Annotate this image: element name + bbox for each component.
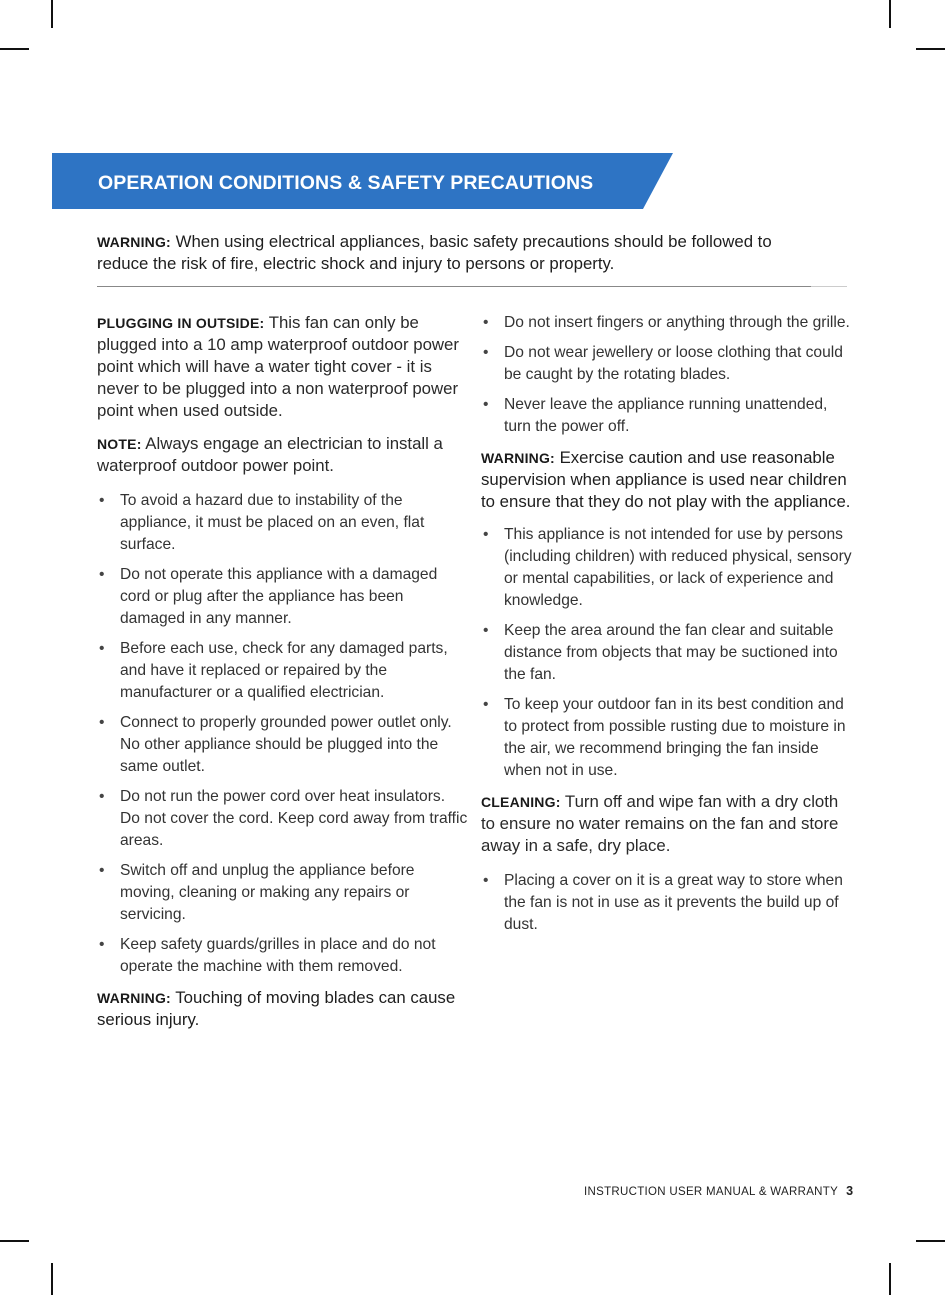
plugging-text: This fan can only be plugged into a 10 amp waterproof outdoor power point which will have a water tight cover - it is never to be plugged into a non waterproof power point when used outside. — [97, 313, 459, 420]
list-item: • Connect to properly grounded power outlet only. No other appliance should be plugged into the same outlet. — [99, 714, 452, 775]
note-label: NOTE: — [97, 436, 142, 452]
divider-rule-accent — [811, 286, 847, 287]
crop-mark-top-right-horizontal — [916, 48, 945, 50]
blades-warning-text: Touching of moving blades can cause serious injury. — [97, 988, 456, 1029]
list-item: • Placing a cover on it is a great way to store when the fan is not in use as it prevents the build up of dust. — [483, 872, 843, 933]
children-warning-text: Exercise caution and use reasonable supervision when appliance is used near children to ensure that they do not play with the appliance. — [481, 448, 851, 511]
list-item: • Do not operate this appliance with a damaged cord or plug after the appliance has been damaged in any manner. — [99, 566, 438, 627]
crop-mark-bottom-left-horizontal — [0, 1240, 29, 1242]
plugging-label: PLUGGING IN OUTSIDE: — [97, 315, 265, 331]
list-item: • Keep the area around the fan clear and suitable distance from objects that may be suctioned into the fan. — [483, 622, 838, 683]
intro-warning-label: WARNING: — [97, 234, 171, 250]
list-item: • Switch off and unplug the appliance before moving, cleaning or making any repairs or servicing. — [99, 862, 415, 923]
bullet-icon: • — [483, 872, 489, 889]
bullet-icon: • — [99, 936, 105, 953]
list-item: • Do not wear jewellery or loose clothing that could be caught by the rotating blades. — [483, 344, 843, 383]
page-number: 3 — [846, 1184, 854, 1198]
section-banner — [52, 153, 673, 209]
crop-mark-bottom-left-vertical — [51, 1263, 53, 1295]
bullet-icon: • — [483, 526, 489, 543]
list-item: • Never leave the appliance running unattended, turn the power off. — [483, 396, 828, 435]
list-item: • Keep safety guards/grilles in place and do not operate the machine with them removed. — [99, 936, 436, 975]
children-warning-label: WARNING: — [481, 450, 555, 466]
note-paragraph — [97, 433, 469, 477]
section-title: OPERATION CONDITIONS & SAFETY PRECAUTIONS — [98, 172, 594, 194]
bullet-icon: • — [99, 640, 105, 657]
crop-mark-bottom-right-vertical — [889, 1263, 891, 1295]
left-bullet-list — [97, 490, 469, 978]
crop-mark-bottom-right-horizontal — [916, 1240, 945, 1242]
divider-rule — [97, 286, 811, 287]
list-item: • Before each use, check for any damaged parts, and have it replaced or repaired by the manufacturer or a qualified electrician. — [99, 640, 448, 701]
right-column — [481, 312, 853, 945]
cleaning-paragraph — [481, 791, 853, 857]
bullet-icon: • — [99, 862, 105, 879]
bullet-icon: • — [483, 314, 489, 331]
right-bullet-list-middle — [481, 524, 853, 782]
note-text: Always engage an electrician to install a waterproof outdoor power point. — [97, 434, 443, 475]
blades-warning-label: WARNING: — [97, 990, 171, 1006]
list-item: • To keep your outdoor fan in its best condition and to protect from possible rusting due to moisture in the air, we recommend bringing the fan inside when not in use. — [483, 696, 846, 779]
intro-warning — [97, 231, 817, 275]
bullet-icon: • — [483, 622, 489, 639]
cleaning-text: Turn off and wipe fan with a dry cloth to ensure no water remains on the fan and store away in a safe, dry place. — [481, 792, 839, 855]
bullet-icon: • — [483, 344, 489, 361]
bullet-icon: • — [99, 492, 105, 509]
footer-text: INSTRUCTION USER MANUAL & WARRANTY — [584, 1186, 839, 1198]
crop-mark-top-left-vertical — [51, 0, 53, 28]
intro-warning-text: When using electrical appliances, basic safety precautions should be followed to reduce the risk of fire, electric shock and injury to persons or property. — [97, 232, 772, 273]
right-bullet-list-top — [481, 312, 853, 438]
cleaning-label: CLEANING: — [481, 794, 561, 810]
crop-mark-top-left-horizontal — [0, 48, 29, 50]
bullet-icon: • — [99, 566, 105, 583]
right-bullet-list-bottom — [481, 870, 853, 936]
plugging-in-outside-paragraph — [97, 312, 469, 422]
bullet-icon: • — [483, 696, 489, 713]
bullet-icon: • — [483, 396, 489, 413]
bullet-icon: • — [99, 788, 105, 805]
list-item: • To avoid a hazard due to instability of the appliance, it must be placed on an even, flat surface. — [99, 492, 425, 553]
list-item: • Do not run the power cord over heat insulators. Do not cover the cord. Keep cord away from traffic areas. — [99, 788, 468, 849]
children-warning-paragraph — [481, 447, 853, 513]
page-footer — [584, 1184, 853, 1198]
bullet-icon: • — [99, 714, 105, 731]
blades-warning-paragraph — [97, 987, 469, 1031]
list-item: • This appliance is not intended for use by persons (including children) with reduced physical, sensory or mental capabilities, or lack of experience and knowledge. — [483, 526, 852, 609]
list-item: • Do not insert fingers or anything through the grille. — [481, 312, 853, 334]
crop-mark-top-right-vertical — [889, 0, 891, 28]
left-column — [97, 312, 469, 1042]
